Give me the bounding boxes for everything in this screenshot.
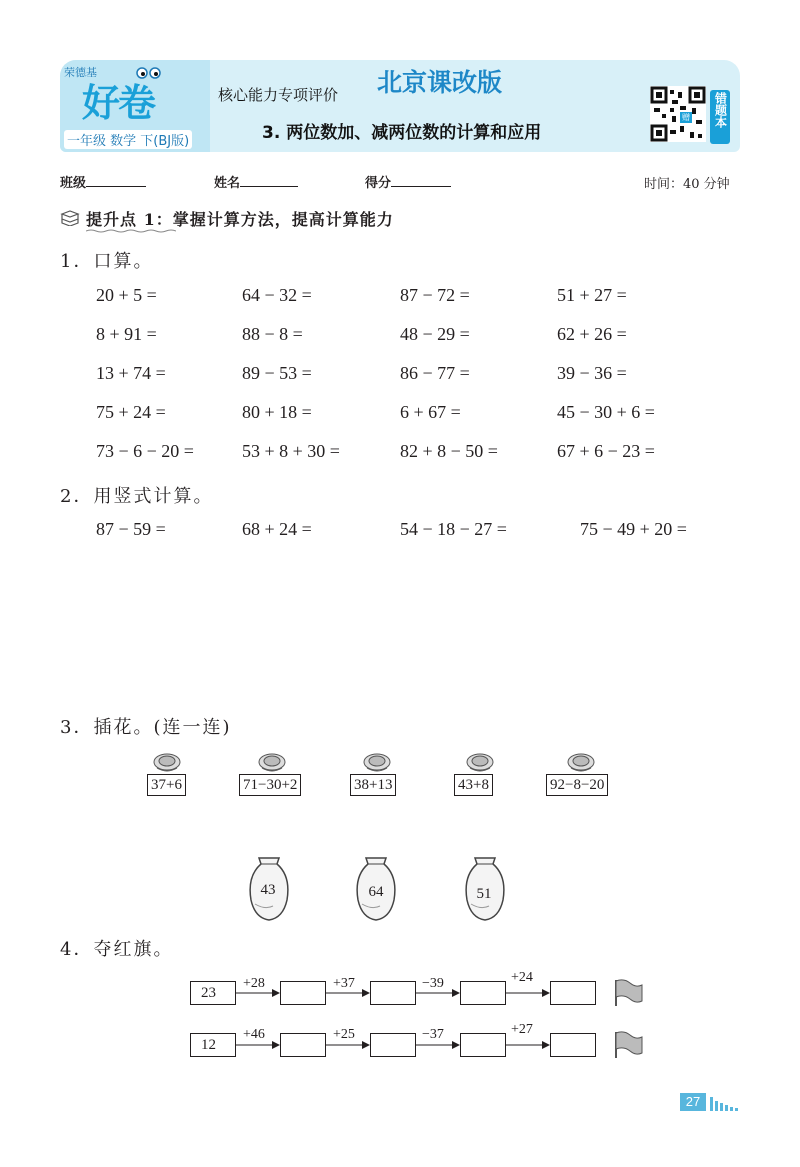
q1-expr: 39 − 36 =: [557, 363, 627, 383]
flower-icon: [152, 752, 182, 774]
q2-expr: 75 − 49 + 20 =: [580, 519, 687, 539]
score-blank[interactable]: [391, 172, 451, 187]
q1-expr: 82 + 8 − 50 =: [400, 441, 498, 461]
operation-label: +46: [243, 1027, 265, 1042]
gift-badge: 赠: [682, 113, 690, 122]
page-decoration-icon: [710, 1093, 740, 1111]
grade-label: 一年级 数学 下(BJ版): [64, 130, 192, 149]
arrow-icon: [236, 988, 280, 998]
class-blank[interactable]: [86, 172, 146, 187]
vase-number: 43: [260, 882, 276, 898]
q1-expr: 80 + 18 =: [242, 402, 312, 422]
flower-card[interactable]: 38+13: [350, 774, 396, 796]
operation-label: −37: [422, 1027, 444, 1042]
answer-box[interactable]: [550, 981, 596, 1005]
answer-box[interactable]: [550, 1033, 596, 1057]
q1-expr: 6 + 67 =: [400, 402, 461, 422]
operation-label: −39: [422, 976, 444, 991]
answer-box[interactable]: [460, 981, 506, 1005]
arrow-icon: [506, 988, 550, 998]
q1-expr: 86 − 77 =: [400, 363, 470, 383]
answer-box[interactable]: [370, 1033, 416, 1057]
q1-expr: 48 − 29 =: [400, 324, 470, 344]
q1-expr: 13 + 74 =: [96, 363, 166, 383]
errata-tag: [710, 90, 730, 144]
arrow-icon: [416, 988, 460, 998]
score-label: 得分: [365, 176, 392, 191]
red-flag-icon: [614, 978, 644, 1008]
name-blank[interactable]: [240, 172, 298, 187]
q1-expr: 62 + 26 =: [557, 324, 627, 344]
q2-expr: 68 + 24 =: [242, 519, 312, 539]
arrow-icon: [326, 1040, 370, 1050]
arrow-icon: [326, 988, 370, 998]
flower-icon: [257, 752, 287, 774]
q2-title: 2．用竖式计算。: [60, 486, 214, 507]
q1-expr: 88 − 8 =: [242, 324, 303, 344]
answer-box[interactable]: [280, 1033, 326, 1057]
q1-expr: 67 + 6 − 23 =: [557, 441, 655, 461]
qr-code-icon[interactable]: [650, 86, 706, 142]
arrow-icon: [506, 1040, 550, 1050]
errata-tag-text: 错题本: [713, 92, 728, 128]
red-flag-icon: [614, 1030, 644, 1060]
logo-eyes-icon: [136, 66, 162, 80]
score-field[interactable]: [365, 172, 451, 191]
operation-label: +24: [511, 970, 533, 985]
page-number: 27: [680, 1093, 706, 1111]
operation-label: +28: [243, 976, 265, 991]
q4-title: 4．夺红旗。: [60, 939, 174, 960]
flower-card[interactable]: 37+6: [147, 774, 186, 796]
section-underline: [86, 229, 176, 233]
answer-box[interactable]: [460, 1033, 506, 1057]
q1-expr: 64 − 32 =: [242, 285, 312, 305]
flower-icon: [465, 752, 495, 774]
edition-label: 北京课改版: [377, 68, 503, 97]
arrow-icon: [236, 1040, 280, 1050]
q2-expr: 54 − 18 − 27 =: [400, 519, 507, 539]
operation-label: +25: [333, 1027, 355, 1042]
answer-box[interactable]: [280, 981, 326, 1005]
vase-number: 51: [476, 886, 492, 902]
chain-start-box: 12: [190, 1033, 236, 1057]
brand-logo: 好卷: [82, 81, 155, 125]
flower-card[interactable]: 71−30+2: [239, 774, 301, 796]
q2-expr: 87 − 59 =: [96, 519, 166, 539]
q3-title: 3．插花。(连一连): [60, 717, 232, 738]
arrow-icon: [416, 1040, 460, 1050]
q1-expr: 75 + 24 =: [96, 402, 166, 422]
flower-icon: [566, 752, 596, 774]
q1-expr: 73 − 6 − 20 =: [96, 441, 194, 461]
operation-label: +37: [333, 976, 355, 991]
name-label: 姓名: [214, 176, 241, 191]
books-icon: [60, 210, 80, 226]
q1-expr: 87 − 72 =: [400, 285, 470, 305]
q1-expr: 89 − 53 =: [242, 363, 312, 383]
q1-title: 1．口算。: [60, 251, 154, 272]
flower-card[interactable]: 92−8−20: [546, 774, 608, 796]
flower-card[interactable]: 43+8: [454, 774, 493, 796]
section-title: 提升点 1：掌握计算方法，提高计算能力: [86, 210, 394, 229]
name-field[interactable]: [214, 172, 298, 191]
series-label: 核心能力专项评价: [218, 86, 339, 104]
q1-expr: 20 + 5 =: [96, 285, 157, 305]
unit-title: 3. 两位数加、减两位数的计算和应用: [262, 123, 542, 143]
chain-start-box: 23: [190, 981, 236, 1005]
class-field[interactable]: [60, 172, 146, 191]
vase-number: 64: [368, 884, 384, 900]
time-limit: 时间：40 分钟: [644, 177, 730, 192]
q1-expr: 53 + 8 + 30 =: [242, 441, 340, 461]
answer-box[interactable]: [370, 981, 416, 1005]
brand-publisher: 荣德基: [64, 66, 97, 79]
flower-icon: [362, 752, 392, 774]
q1-expr: 8 + 91 =: [96, 324, 157, 344]
operation-label: +27: [511, 1022, 533, 1037]
q1-expr: 51 + 27 =: [557, 285, 627, 305]
q1-expr: 45 − 30 + 6 =: [557, 402, 655, 422]
class-label: 班级: [60, 176, 87, 191]
